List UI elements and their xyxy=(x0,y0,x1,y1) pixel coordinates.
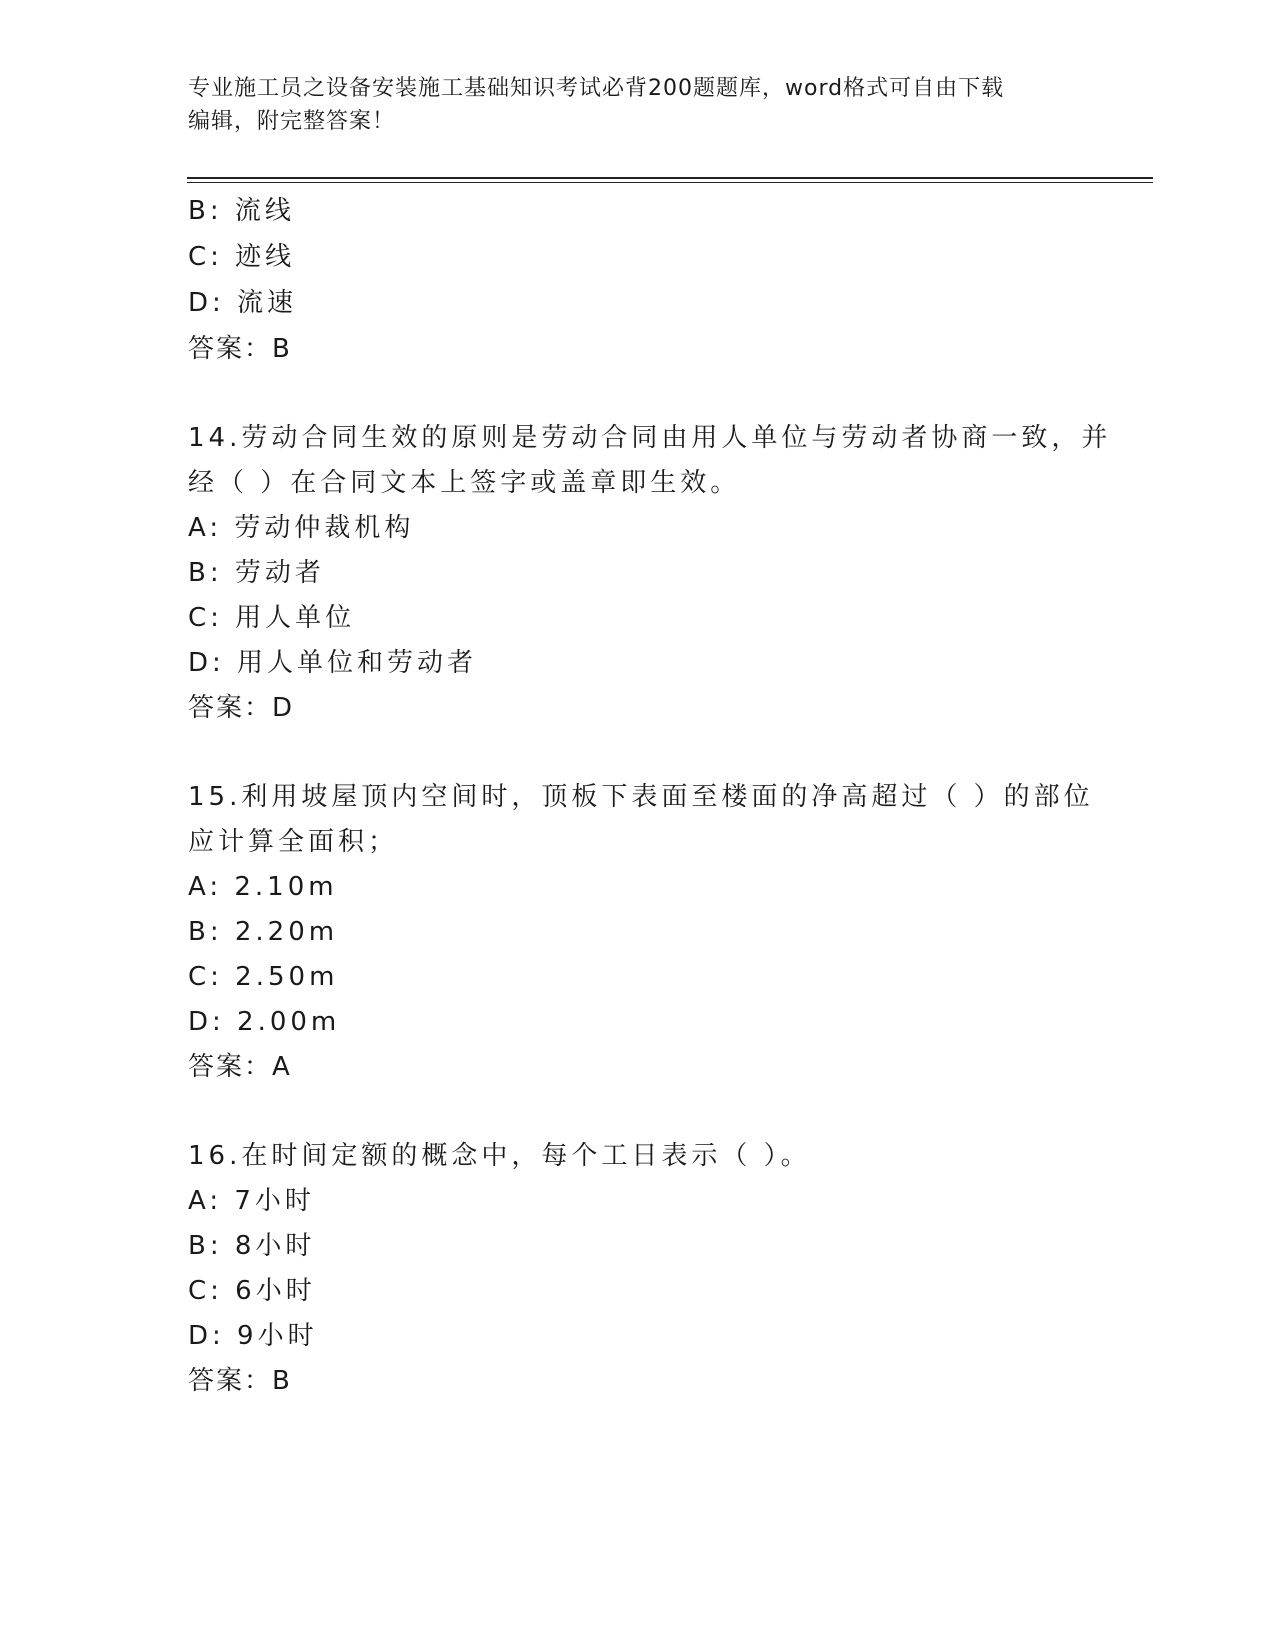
option-b: B: 2.20m xyxy=(188,917,339,947)
option-a: A: 7小时 xyxy=(188,1186,315,1216)
option-d: D: 9小时 xyxy=(188,1321,318,1351)
question-15 xyxy=(188,775,1094,1090)
header-divider-thick xyxy=(187,177,1153,179)
option-d: D: 用人单位和劳动者 xyxy=(188,648,478,678)
option-a: A: 2.10m xyxy=(188,872,338,902)
option-c: C: 2.50m xyxy=(188,962,339,992)
question-stem-line-1: 16.在时间定额的概念中，每个工日表示（ ）。 xyxy=(188,1141,811,1171)
option-b: B: 流线 xyxy=(188,196,295,226)
option-d: D: 2.00m xyxy=(188,1007,341,1037)
header-divider-thin xyxy=(187,182,1153,183)
question-13-continued xyxy=(188,188,1088,372)
question-stem-line-2: 应计算全面积； xyxy=(188,827,399,857)
option-a: A: 劳动仲裁机构 xyxy=(188,513,415,543)
question-16 xyxy=(188,1134,1088,1404)
answer: 答案：B xyxy=(188,1366,292,1396)
answer: 答案：D xyxy=(188,693,295,723)
option-b: B: 劳动者 xyxy=(188,558,325,588)
question-stem-line-1: 15.利用坡屋顶内空间时，顶板下表面至楼面的净高超过（ ）的部位 xyxy=(188,782,1094,812)
option-c: C: 用人单位 xyxy=(188,603,356,633)
question-list xyxy=(188,188,1112,1404)
header-title-line-1: 专业施工员之设备安装施工基础知识考试必背200题题库，word格式可自由下载 xyxy=(188,76,1005,101)
question-14 xyxy=(188,416,1112,731)
answer: 答案：A xyxy=(188,1052,292,1082)
option-b: B: 8小时 xyxy=(188,1231,316,1261)
answer: 答案：B xyxy=(188,334,292,364)
option-c: C: 6小时 xyxy=(188,1276,316,1306)
option-c: C: 迹线 xyxy=(188,242,296,272)
question-stem-line-2: 经（ ）在合同文本上签字或盖章即生效。 xyxy=(188,468,741,498)
header-title-line-2: 编辑，附完整答案！ xyxy=(188,109,396,134)
document-header xyxy=(188,72,1088,138)
question-stem-line-1: 14.劳动合同生效的原则是劳动合同由用人单位与劳动者协商一致，并 xyxy=(188,423,1112,453)
option-d: D: 流速 xyxy=(188,288,298,318)
